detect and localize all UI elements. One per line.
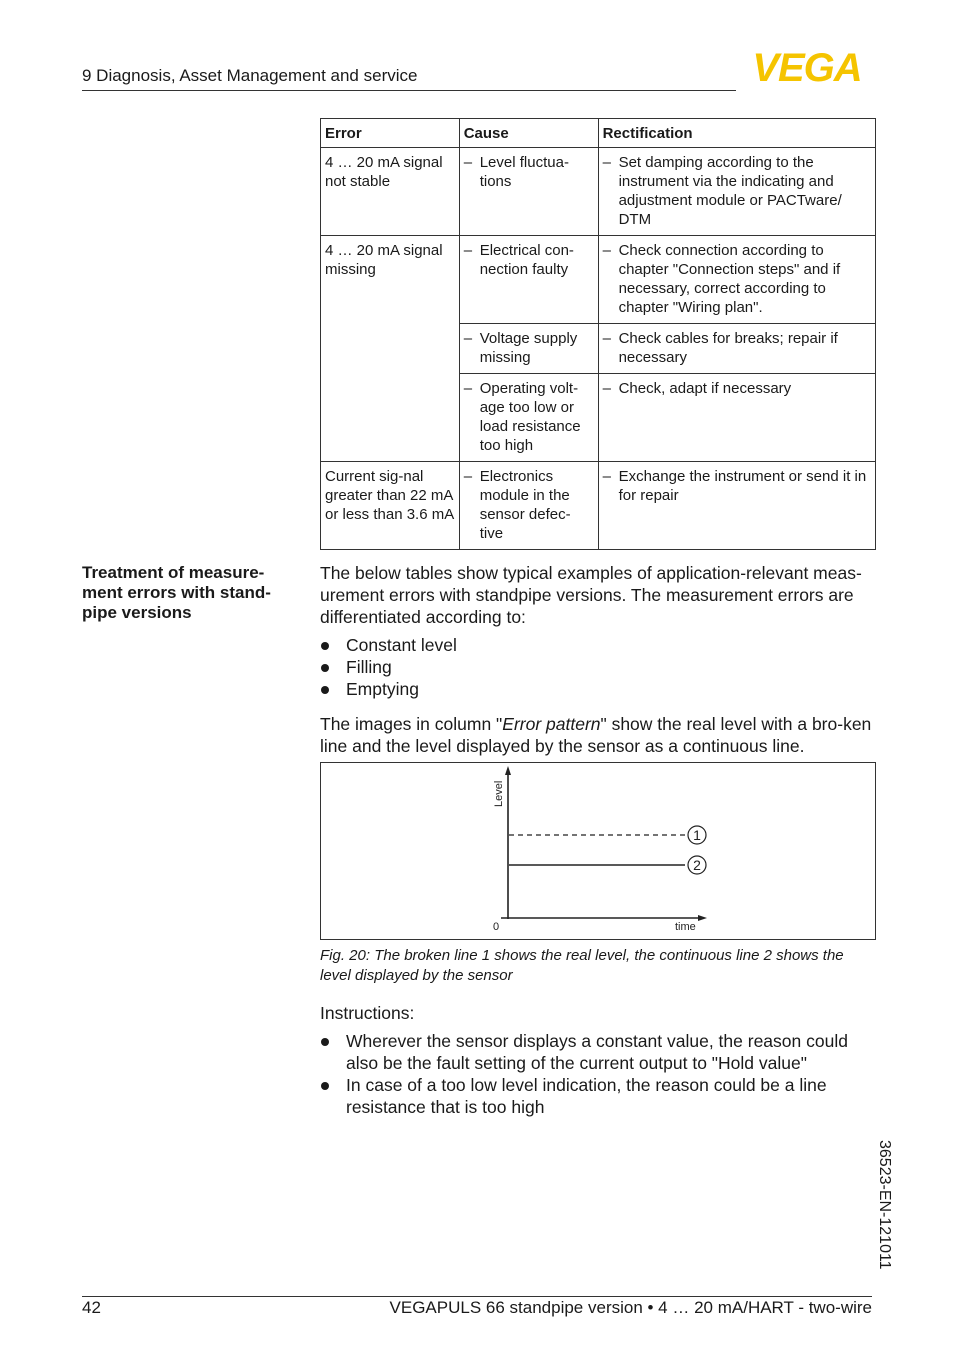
table-header-row bbox=[321, 119, 876, 148]
instructions-list bbox=[320, 1030, 876, 1118]
marker-1-label: 1 bbox=[693, 827, 701, 843]
vega-logo bbox=[742, 50, 872, 84]
error-type-list bbox=[320, 634, 876, 700]
section-header: 9 Diagnosis, Asset Management and service bbox=[82, 66, 418, 85]
figure-box bbox=[320, 762, 876, 940]
col-header-error: Error bbox=[321, 119, 460, 148]
fix-cell: – Check cables for breaks; repair if necessary bbox=[598, 324, 875, 374]
col-header-rectification: Rectification bbox=[598, 119, 875, 148]
list-item: Emptying bbox=[320, 678, 876, 700]
cause-text: Electrical con-nection faulty bbox=[479, 242, 574, 278]
error-cell: 4 … 20 mA signal missing bbox=[321, 236, 460, 462]
cause-cell: – Voltage supply missing bbox=[459, 324, 598, 374]
fix-text: Check connection according to chapter "Connection steps" and if necessary, correct according to chapter "Wiring plan". bbox=[618, 242, 841, 316]
header-rule bbox=[82, 90, 736, 91]
error-cell: Current sig-nal greater than 22 mA or less than 3.6 mA bbox=[321, 462, 460, 550]
x-axis-arrow bbox=[698, 915, 707, 921]
cause-text: Operating volt-age too low or load resistance too high bbox=[479, 380, 581, 454]
cause-cell: – Operating volt-age too low or load resistance too high bbox=[459, 374, 598, 462]
error-cell: 4 … 20 mA signal not stable bbox=[321, 148, 460, 236]
list-item: In case of a too low level indication, the reason could be a line resistance that is too high bbox=[320, 1074, 876, 1118]
note-text-post: " show the real level with a bro-ken line and the level displayed by the sensor as a continuous line. bbox=[320, 714, 872, 756]
page-number: 42 bbox=[82, 1298, 101, 1317]
cause-cell: – Level fluctua-tions bbox=[459, 148, 598, 236]
document-number: 36523-EN-121011 bbox=[876, 1140, 893, 1270]
logo-text: VEGA bbox=[752, 50, 862, 84]
fix-cell: – Check, adapt if necessary bbox=[598, 374, 875, 462]
x-axis-label: time bbox=[675, 921, 696, 933]
figure-caption: Fig. 20: The broken line 1 shows the real level, the continuous line 2 shows the level displayed by the sensor bbox=[320, 947, 844, 984]
level-diagram bbox=[321, 763, 875, 939]
y-axis-arrow bbox=[505, 766, 511, 775]
list-item: Wherever the sensor displays a constant value, the reason could also be the fault setting of the current output to "Hold value" bbox=[320, 1030, 876, 1074]
cause-text: Level fluctua-tions bbox=[479, 154, 569, 190]
fix-text: Check, adapt if necessary bbox=[618, 380, 792, 397]
cause-text: Voltage supply missing bbox=[479, 330, 578, 366]
fix-cell: – Exchange the instrument or send it in for repair bbox=[598, 462, 875, 550]
error-table bbox=[320, 118, 876, 550]
fix-text: Check cables for breaks; repair if necessary bbox=[618, 330, 838, 366]
footer-rule bbox=[82, 1296, 872, 1297]
y-axis-label: Level bbox=[493, 780, 505, 807]
fix-cell: – Check connection according to chapter "Connection steps" and if necessary, correct according to chapter "Wiring plan". bbox=[598, 236, 875, 324]
side-heading: Treatment of measure-ment errors with stand-pipe versions bbox=[82, 563, 271, 622]
origin-label: 0 bbox=[493, 921, 500, 933]
list-item: Constant level bbox=[320, 634, 876, 656]
fix-cell: – Set damping according to the instrument via the indicating and adjustment module or PACTware/ DTM bbox=[598, 148, 875, 236]
table-row bbox=[321, 148, 876, 236]
intro-paragraph: The below tables show typical examples of application-relevant meas-urement errors with standpipe versions. The measurement errors are differentiated according to: bbox=[320, 563, 862, 627]
fix-text: Exchange the instrument or send it in for repair bbox=[618, 468, 867, 504]
marker-2-label: 2 bbox=[693, 857, 701, 873]
note-text-em: Error pattern bbox=[502, 714, 601, 734]
col-header-cause: Cause bbox=[459, 119, 598, 148]
table-row bbox=[321, 462, 876, 550]
note-text-pre: The images in column " bbox=[320, 714, 503, 734]
list-item: Filling bbox=[320, 656, 876, 678]
cause-text: Electronics module in the sensor defec-tive bbox=[479, 468, 571, 542]
cause-cell: – Electronics module in the sensor defec-tive bbox=[459, 462, 598, 550]
fix-text: Set damping according to the instrument via the indicating and adjustment module or PACTware/ DTM bbox=[618, 154, 842, 228]
cause-cell: – Electrical con-nection faulty bbox=[459, 236, 598, 324]
table-row bbox=[321, 236, 876, 324]
images-note-paragraph bbox=[320, 713, 876, 757]
instructions-label: Instructions: bbox=[320, 1003, 415, 1023]
footer-title: VEGAPULS 66 standpipe version • 4 … 20 mA/HART - two-wire bbox=[389, 1298, 872, 1317]
